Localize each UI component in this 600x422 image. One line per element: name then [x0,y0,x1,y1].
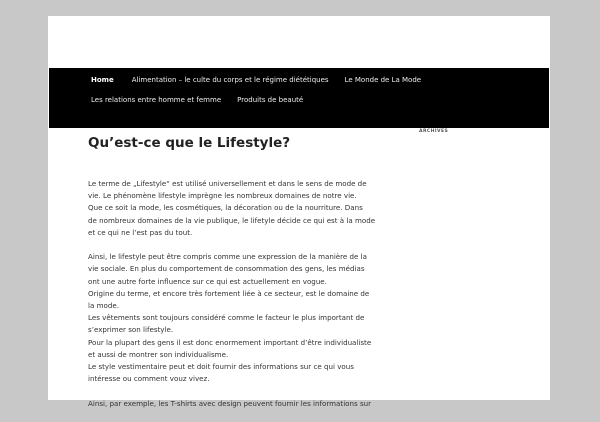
article-paragraph: Le terme de „Lifestyle“ est utilisé universellement et dans le sens de mode de vie. Le phénomène lifestyle imprègne les nombreux domaines de notre vie. Que ce soit la mode, les cosmétiques, la décoration ou de la nourriture. Dans de nombreux domaines de la vie publique, le lifetyle décide ce qui est à la mode et ce qui ne l’est pas du tout. [88,179,376,237]
article [88,134,388,422]
article-paragraph: Ainsi, le lifestyle peut être compris comme une expression de la manière de la vie sociale. En plus du comportement de consommation des gens, les médias ont une autre forte influence sur ce qui est actuellement en vogue. Origine du terme, et encore très fortement liée à ce secteur, est le domaine de la mode. Les vêtements sont toujours considéré comme le facteur le plus important de s’exprimer son lifestyle. Pour la plupart des gens il est donc enormement important d’être individualiste et aussi de montrer son individualisme. Le style vestimentaire peut et doit fournir des informations sur ce qui vous intéresse ou comment vouz vivez. [88,252,372,384]
nav-item-alimentation[interactable]: Alimentation – le culte du corps et le régime diététiques [131,76,329,84]
article-title[interactable]: Qu’est-ce que le Lifestyle? [88,135,291,151]
page [48,16,550,408]
nav-row-2 [49,90,311,110]
nav-item-mode[interactable]: Le Monde de La Mode [344,76,422,84]
main-navigation [49,68,549,128]
site-header [48,16,550,68]
nav-row-1 [49,70,429,90]
nav-item-produits-beaute[interactable]: Produits de beauté [237,96,304,104]
sidebar [419,129,519,134]
article-paragraph: Ainsi, par exemple, les T-shirts avec design peuvent fournir les informations sur [88,398,372,408]
article-body [88,178,388,410]
archives-widget-title: ARCHIVES [419,129,449,134]
nav-item-relations[interactable]: Les relations entre homme et femme [91,96,222,104]
nav-item-home[interactable]: Home [91,76,114,84]
